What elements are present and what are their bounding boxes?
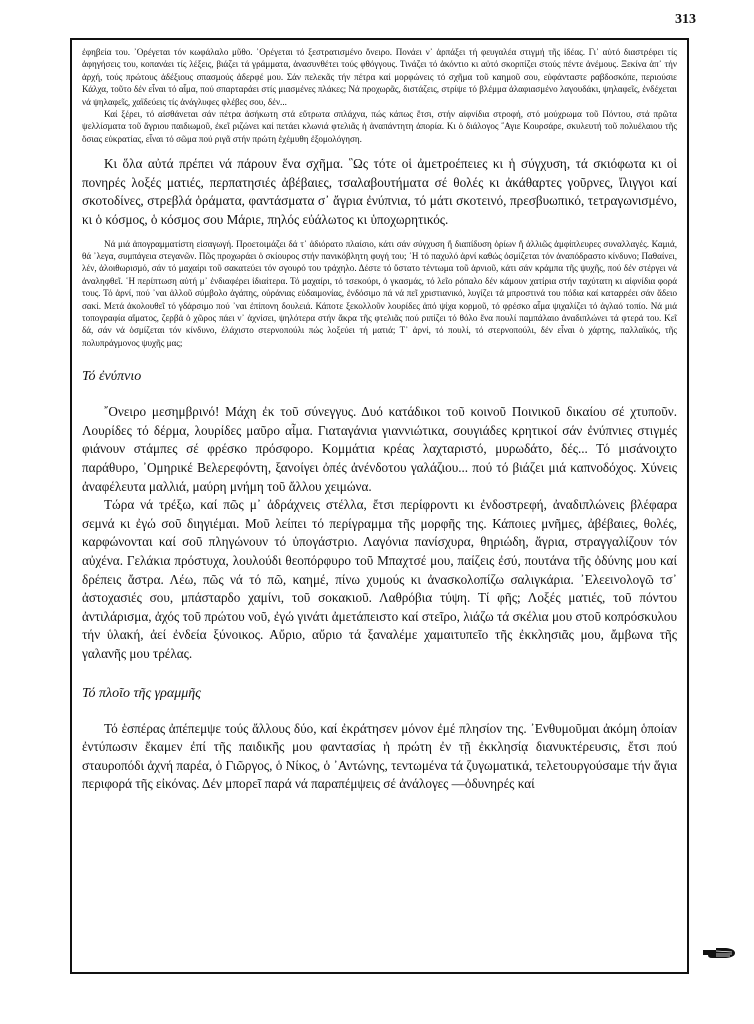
- paragraph-dream-2: Τώρα νά τρέξω, καί πῶς μ᾽ ἀδράχνεις στέλλα, ἔτσι περίφροντι κι ἐνδοστρεφή, ἀναδιπλώνεις βλέφαρα σεμνά κι ἐγώ σοῦ διηγιέμαι. Μοῦ λείπει τό περίγραμμα τῆς μορφῆς της. Κάποιες μνῆμες, ἀβέβαιες, θολές, καρφώνονται καί σοῦ πληγώνουν τό ὑπογάστριο. Λαγόνια πανίσχυρα, θηριώδη, ἄγρια, στραγγαλίζουν τόν αὐχένα. Γελάκια πρόστυχα, λουλούδι θεοπόρφυρο τοῦ Μπαχτσέ μου, παίζεις ἐσύ, πουτάνα τῆς ὀδύνης μου καί δρέπεις ἄστρα. Λέω, πῶς νά τό πῶ, καημέ, πίνω χυμούς κι ἀνασκολοπίζω σαλιγκάρια. ᾽Ελεεινολογῶ τσ᾽ ἀστοχασιές σου, μπάσταρδο χαμίνι, τοῦ σοκακιοῦ. Λαθρόβια τύψη. Τί φῆς; Λοξές ματιές, τοῦ πόντου ἀντιλάρισμα, ἀχός τοῦ πρώτου νοῦ, ἐγώ γινάτι ἀμετάπειστο καί στεῖρο, λιάζω τά σκέλια μου στοῦ κοπρόσκυλου τήν ὑλακή, ἀεί ἐνδεία ξύνοικος. Αὔριο, αὔριο τά ξαναλέμε χαμαιτυπεῖο τῆς ἐκκλησιᾶς μου, ἄμβωνα τῆς γαλανῆς μου τρέλας.: [82, 497, 677, 661]
- section-heading-ship: Τό πλοῖο τῆς γραμμῆς: [82, 685, 201, 701]
- paragraph-intro: ἐφηβεία του. ᾽Ορέγεται τόν κωφάλαλο μῦθο. ᾽Ορέγεται τό ξεστρατισμένο ὄνειρο. Πονάει ν᾽ ἁρπάξει τή φευγαλέα στιγμή τῆς ἰδέας. Γι᾽ αὐτό διαστρέφει τίς ἀφηγήσεις του, κοπανάει τίς λέξεις, βιάζει τά γράμματα, ἀνασυνθέτει τούς φθόγγους. Τινάζει τό ἀκόντιο κι αὐτό σκορπίζει στούς πέντε ἀνέμους. Ξεκίνα ἀπ᾽ τήν ἀρχή, τούς πρώτους ἀδέξιους σπασμούς ἀδερφέ μου. Σάν πελεκᾶς τήν πέτρα καί μορφώνεις τό σχῆμα τοῦ καημοῦ σου, εὐφάνταστε ραβδοσκόπε, περιούσιε Κάλχα, τοῦτο δέν εἶναι τό αἷμα, πού σπαρταράει στίς μιασμένες πλάκες; Νά προχωρᾶς, διστάζεις, στρίψε τό βλέμμα ἀλαφιασμένο λαγουδάκι, ψηλαφεῖς, ἐνδέχεται νά ψηλαφεῖς, χαϊδεύεις τίς ἀνάγλυφες φλέβες σου, δέν...: [82, 47, 677, 107]
- pointing-hand-icon: [702, 946, 736, 960]
- paragraph-emphasis: Κι ὅλα αὐτά πρέπει νά πάρουν ἕνα σχῆμα. ῝Ως τότε οἱ ἀμετροέπειες κι ἡ σύγχυση, τά σκιόφωτα κι οἱ πονηρές λοξές ματιές, περπατησιές ἀβέβαιες, τσαλαβουτήματα σέ θολές κι ἀκάθαρτες γοῦρνες, ἴλιγγοι καί σκοτοδίνες, στρεβλά ὁράματα, φαντάσματα σ᾽ ἄγρια ἐνύπνια, τό μάτι σκοτεινό, πρεσβυωπικό, τετραγωνισμένο, κι ὁ κόσμος, ὁ κόσμος σου Μάριε, πηλός εὐάλωτος κι ὑποχωρητικός.: [82, 156, 677, 228]
- page-content: [82, 46, 677, 794]
- paragraph-lamb: Νά μιά ἀπογραμματίστη εἰσαγωγή. Προετοιμάζει δά τ᾽ ἀδιόρατο πλαίσιο, κάτι σάν σύγχυση ἤ διαπίδυση ὁρίων ἤ ἀλλιῶς ἀμφίπλευρες συναλλαγές. Καμιά, θά ᾽λεγα, συμπάγεια στεγανῶν. Πῶς προχωράει ὁ σκίουρος στήν πανικόβλητη φυγή του; ῾Η τό παχυλό ἀρνί καθώς ὀσμίζεται τόν ἀναπόδραστο κίνδυνο; Παθαίνει, λέν, ἀλοιθωρισμό, σάν τό μαχαίρι τοῦ σακατεύει τόν σγουρό του τράχηλο. Δέστε τό ὕστατο τέντωμα τοῦ ἀρνιοῦ, κάτι σάν κράμπα τῆς ψυχῆς, πού δέν στέργει νά ἀναληφθεῖ. ῾Η περίπτωση αὐτή μ᾽ ἐνδιαφέρει ἰδιαίτερα. Τό μαχαίρι, τό τσεκούρι, ὁ γκασμάς, τό λεῖο ρόπαλο δέν κάμουν χατίρια στήν ταχύτατη κι αἰφνίδια φορά τους. Τό ἀρνί, πού ᾽ναι ἀλλοῦ σύμβολο ἀγάπης, οὐράνιας εὐδαιμονίας, ἐνδόσιμο πά νά πεῖ χριστιανικό, λυγίζει τά μπροστινά του πόδια καί καταρρέει σάν ἄδειο σακί. Μετά ἀκολουθεῖ τό γδάρσιμο πού ᾽ναι ἐπίπονη δουλειά. Κάποτε ξεκολλοῦν λουρίδες ἀπό ψίχα κορμοῦ, τό φρέσκο αἷμα ψιχαλίζει τό ἀγλαό τοπίο. Νά μιά τοπογραφία αἵματος, ζερβά ὁ χῶρος πάει ν᾽ ἀχνίσει, ψηλότερα στήν ἄκρα τῆς φτελιᾶς πού ριπίζει τό θόλο ἕνα πουλί παμπάλαιο ἀναδιπλώνει τά φτερά του. Κεῖ δά, σάν νά ὀσμίζεται τόν κίνδυνο, ἐλάχιστο στερνοπούλι πώς λοξεύει τή ματιά; Τ᾽ ἀρνί, τό πουλί, τό στερνοπούλι, δέν εἶναι ὁ χάρτης, παλλαϊκός, τῆς πολυπράγμονος ψυχῆς μας;: [82, 238, 677, 348]
- paragraph-intro-2: Καί ξέρει, τό αἰσθάνεται σάν πέτρα ἀσήκωτη στά εὔτρωτα σπλάχνα, πώς κάπως ἔτσι, στήν αἰφνίδια στροφή, στό μούχρωμα τοῦ Πόντου, στά πρῶτα ψελλίσματα τοῦ ἄγριου παιδιωμοῦ, ἐκεῖ ριζώνει καί πετάει κλωνιά φτελιᾶς ἡ ἀναπάντητη ἀπορία. Κι ὁ διάλογος ῞Αγιε Κουρσάρε, σκυλευτή τοῦ πολυέλαιου τῆς ὅσιας εὐκρατίας, εἶναι τό σῶμα πού ριγᾶ στήν πρώτη ἐχέμυθη ἐξομολόγηση.: [82, 109, 677, 144]
- text-frame: [70, 38, 689, 974]
- section-heading-dream: Τό ἐνύπνιο: [82, 369, 142, 385]
- paragraph-ship: Τό ἑσπέρας ἀπέπεμψε τούς ἄλλους δύο, καί ἐκράτησεν μόνον ἐμέ πλησίον της. ᾽Ενθυμοῦμαι ἀκόμη ὁποίαν ἐντύπωσιν ἔκαμεν ἐπί τῆς παιδικῆς μου φαντασίας ἡ πρώτη ἐν τῇ ἐκκλησίᾳ διανυκτέρευσις, ἔτσι πού σταυροπόδι ἀχνή παρέα, ὁ Γιῶργος, ὁ Νίκος, ὁ ᾽Αντώνης, τεντωμένα τά ζυγωματικά, τελετουργούσαμε τήν ἅγια περιφορά τῆς εἰκόνας. Δέν μπορεῖ παρά νά παραπέμψεις σέ ἀνάλογες —ὀδυνηρές καί: [82, 720, 677, 792]
- paragraph-dream-1: ῎Ονειρο μεσημβρινό! Μάχη ἐκ τοῦ σύνεγγυς. Δυό κατάδικοι τοῦ κοινοῦ Ποινικοῦ δικαίου σέ χτυποῦν. Λουρίδες τό δέρμα, λουρίδες μαῦρο αἷμα. Γιαταγάνια γιαννιώτικα, σουγιάδες κρητικοί σάν ἐνύπνιες στιγμές φιάνουν στάμπες σέ φρέσκο πρόσφορο. Κομμάτια κρέας λαχταριστό, μυρωδάτο, δές... Τό μισάνοιχτο παράθυρο, ᾽Ομηρικέ Βελερεφόντη, ξανοίγει ὀπές ἀνένδοτου γαλάζιου... πού τό βιάζει μιά καπνοδόχος. Χύνεις ἀναφέλευτα μαλλιά, μαύρη μνήμη τοῦ ἄλλου χειμώνα.: [82, 404, 677, 494]
- page-number: 313: [675, 12, 696, 27]
